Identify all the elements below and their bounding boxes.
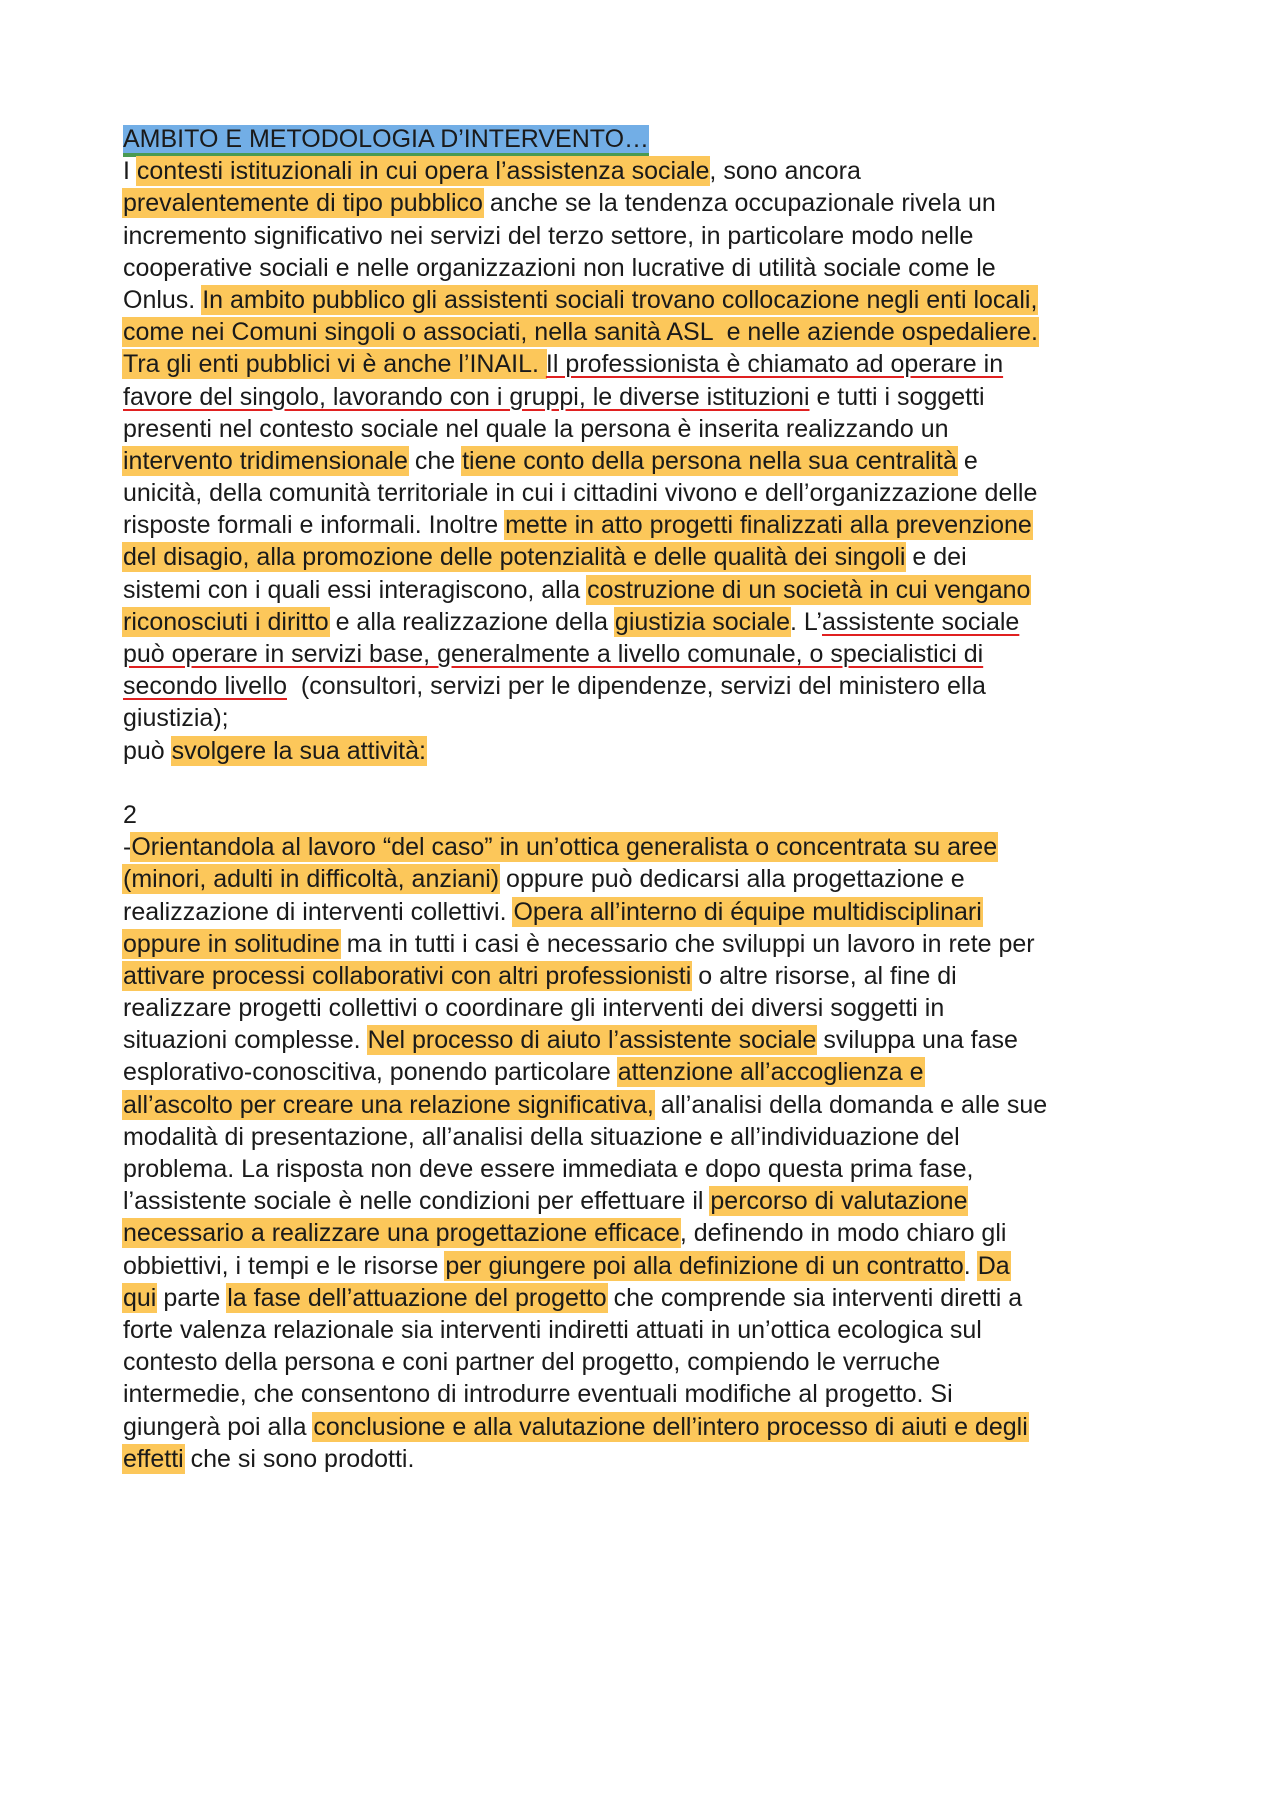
text-segment: ma in tutti i casi è necessario che sviluppi un lavoro in rete per — [339, 929, 1035, 958]
text-line — [123, 1378, 1173, 1410]
text-line — [123, 1153, 1173, 1185]
highlighted-text: costruzione di un società in cui vengano — [587, 575, 1031, 604]
text-line — [123, 670, 1173, 702]
text-segment: e alla realizzazione della — [328, 607, 615, 636]
text-line — [123, 1056, 1173, 1088]
text-segment: incremento significativo nei servizi del terzo settore, in particolare modo nelle — [123, 221, 974, 250]
underlined-text: può operare in servizi base, generalmente a livello comunale, o specialistici di — [123, 640, 984, 668]
text-line — [123, 928, 1173, 960]
highlighted-text: Da — [977, 1251, 1010, 1280]
highlighted-text: Opera all’interno di équipe multidisciplinari — [513, 897, 982, 926]
highlighted-text: attivare processi collaborativi con altri professionisti — [123, 961, 692, 990]
highlighted-text: necessario a realizzare una progettazione efficace — [123, 1219, 680, 1248]
text-line — [123, 1024, 1173, 1056]
highlighted-text: la fase dell’attuazione del progetto — [227, 1283, 607, 1312]
text-line — [123, 252, 1173, 284]
text-segment: che si sono prodotti. — [183, 1444, 415, 1473]
text-segment: presenti nel contesto sociale nel quale la persona è inserita realizzando un — [123, 414, 949, 443]
text-segment: può — [123, 736, 172, 765]
highlighted-text: qui — [123, 1283, 157, 1312]
text-line — [123, 863, 1173, 895]
text-line — [123, 445, 1173, 477]
highlighted-text: prevalentemente di tipo pubblico — [123, 189, 483, 218]
text-segment: realizzazione di interventi collettivi. — [123, 897, 514, 926]
underlined-text: secondo livello — [123, 672, 287, 701]
text-line — [123, 702, 1173, 734]
text-segment: cooperative sociali e nelle organizzazioni non lucrative di utilità sociale come le — [123, 253, 996, 282]
text-line — [123, 1282, 1173, 1314]
highlighted-text: tiene conto della persona nella sua centralità — [462, 446, 957, 475]
text-segment: contesto della persona e coni partner del progetto, compiendo le verruche — [123, 1348, 941, 1377]
text-line — [123, 509, 1173, 541]
highlighted-text: contesti istituzionali in cui opera l’assistenza sociale — [136, 157, 710, 186]
text-segment: parte — [156, 1283, 228, 1312]
text-line — [123, 1411, 1173, 1443]
text-line — [123, 316, 1173, 348]
text-segment: risposte formali e informali. Inoltre — [123, 511, 506, 540]
text-line — [123, 896, 1173, 928]
text-line — [123, 1121, 1173, 1153]
text-line — [123, 960, 1173, 992]
text-segment: sistemi con i quali essi interagiscono, alla — [123, 575, 588, 604]
text-segment: , definendo in modo chiaro gli — [679, 1219, 1007, 1248]
highlighted-text: per giungere poi alla definizione di un contratto — [445, 1251, 964, 1280]
text-line — [123, 1089, 1173, 1121]
text-line — [123, 1185, 1173, 1217]
document-body — [123, 123, 1173, 1475]
text-line — [123, 477, 1173, 509]
text-line — [123, 541, 1173, 573]
underlined-text: favore del singolo, lavorando con i gruppi, le diverse istituzioni — [123, 382, 810, 411]
text-line — [123, 413, 1173, 445]
text-segment: giungerà poi alla — [123, 1412, 314, 1441]
text-segment: . — [963, 1251, 978, 1280]
highlighted-text: percorso di valutazione — [710, 1187, 968, 1216]
highlighted-text: (minori, adulti in difficoltà, anziani) — [123, 865, 500, 894]
text-segment: e — [956, 446, 978, 475]
text-segment: situazioni complesse. — [123, 1026, 368, 1055]
text-line — [123, 831, 1173, 863]
text-segment: forte valenza relazionale sia interventi indiretti attuati in un’ottica ecologica sul — [123, 1315, 982, 1344]
highlighted-text: riconosciuti i diritto — [123, 607, 329, 636]
text-segment: giustizia); — [123, 704, 229, 733]
text-line — [123, 799, 1173, 831]
text-segment: anche se la tendenza occupazionale rivela un — [482, 189, 996, 218]
text-segment: problema. La risposta non deve essere immediata e dopo questa prima fase, — [123, 1155, 974, 1183]
text-segment: sviluppa una fase — [816, 1026, 1018, 1055]
text-segment: - — [123, 833, 132, 862]
highlighted-text: svolgere la sua attività: — [171, 736, 426, 765]
text-segment: . L’ — [790, 607, 822, 636]
highlighted-text: come nei Comuni singoli o associati, nella sanità ASL e nelle aziende ospedaliere. — [123, 318, 1038, 347]
text-line — [123, 638, 1173, 670]
text-segment: e dei — [905, 543, 967, 572]
text-line — [123, 1217, 1173, 1249]
text-line — [123, 606, 1173, 638]
text-segment: che — [407, 446, 463, 475]
text-line — [123, 155, 1173, 187]
text-line — [123, 1346, 1173, 1378]
highlighted-text: attenzione all’accoglienza e — [617, 1058, 924, 1087]
highlighted-text: Nel processo di aiuto l’assistente sociale — [367, 1026, 817, 1055]
text-line — [123, 767, 1173, 799]
text-segment: oppure può dedicarsi alla progettazione e — [499, 865, 965, 894]
highlighted-text: conclusione e alla valutazione dell’intero processo di aiuti e degli — [313, 1412, 1028, 1441]
text-segment: , sono ancora — [709, 157, 861, 186]
highlighted-text: Orientandola al lavoro “del caso” in un’ottica generalista o concentrata su aree — [131, 833, 998, 862]
underlined-text: Il professionista è chiamato ad operare in — [545, 350, 1004, 379]
text-line — [123, 574, 1173, 606]
highlighted-text: giustizia sociale — [614, 607, 791, 636]
text-line — [123, 284, 1173, 316]
text-segment: 2 — [123, 800, 137, 829]
text-segment: Onlus. — [123, 285, 203, 314]
text-segment: o altre risorse, al fine di — [691, 961, 957, 990]
text-segment: (consultori, servizi per le dipendenze, servizi del ministero ella — [287, 672, 986, 701]
underlined-text: assistente sociale — [822, 607, 1020, 636]
text-segment: modalità di presentazione, all’analisi della situazione e all’individuazione del — [123, 1122, 960, 1151]
highlighted-text: mette in atto progetti finalizzati alla prevenzione — [505, 511, 1032, 540]
highlighted-text: intervento tridimensionale — [123, 446, 408, 475]
text-line — [123, 992, 1173, 1024]
text-line — [123, 1250, 1173, 1282]
highlighted-text: In ambito pubblico gli assistenti sociali trovano collocazione negli enti locali, — [202, 285, 1038, 314]
text-segment: obbiettivi, i tempi e le risorse — [123, 1251, 446, 1280]
document-title: AMBITO E METODOLOGIA D’INTERVENTO… — [123, 125, 649, 157]
text-segment: l’assistente sociale è nelle condizioni per effettuare il — [123, 1187, 711, 1216]
text-line — [123, 1314, 1173, 1346]
text-line — [123, 1443, 1173, 1475]
text-segment: realizzare progetti collettivi o coordinare gli interventi dei diversi soggetti in — [123, 994, 945, 1023]
highlighted-text: Tra gli enti pubblici vi è anche l’INAIL. — [123, 350, 546, 379]
text-segment: intermedie, che consentono di introdurre eventuali modifiche al progetto. Si — [123, 1380, 953, 1409]
text-segment: che comprende sia interventi diretti a — [606, 1283, 1023, 1312]
highlighted-text: all’ascolto per creare una relazione significativa, — [123, 1090, 654, 1119]
text-segment: I — [123, 157, 137, 186]
highlighted-text: oppure in solitudine — [123, 929, 340, 958]
highlighted-text: effetti — [123, 1444, 184, 1473]
text-line — [123, 348, 1173, 380]
text-segment: esplorativo-conoscitiva, ponendo particolare — [123, 1058, 618, 1087]
document-title-line — [123, 123, 1173, 155]
text-line — [123, 381, 1173, 413]
text-segment: all’analisi della domanda e alle sue — [653, 1090, 1048, 1119]
text-line — [123, 187, 1173, 219]
text-line — [123, 220, 1173, 252]
text-line — [123, 735, 1173, 767]
text-segment: unicità, della comunità territoriale in cui i cittadini vivono e dell’organizzazione delle — [123, 479, 1038, 508]
text-segment: e tutti i soggetti — [809, 382, 985, 411]
highlighted-text: del disagio, alla promozione delle potenzialità e delle qualità dei singoli — [123, 543, 906, 572]
